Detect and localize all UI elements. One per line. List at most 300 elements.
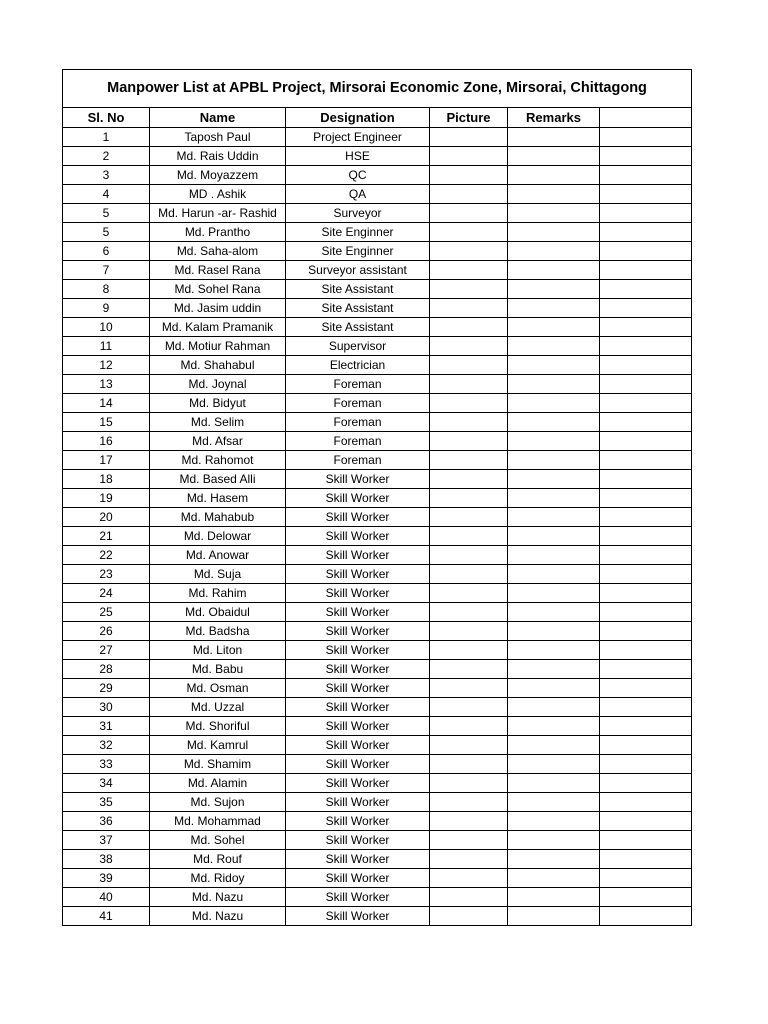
picture-cell [430, 166, 508, 185]
table-row [63, 679, 692, 698]
picture-cell [430, 888, 508, 907]
picture-cell [430, 869, 508, 888]
sl-cell: 9 [63, 299, 150, 318]
picture-cell [430, 717, 508, 736]
name-cell: Md. Suja [150, 565, 286, 584]
remarks-cell [508, 793, 600, 812]
designation-cell: Skill Worker [286, 679, 430, 698]
designation-cell: Skill Worker [286, 812, 430, 831]
column-header-remarks: Remarks [508, 108, 600, 128]
sl-cell: 27 [63, 641, 150, 660]
designation-cell: Skill Worker [286, 546, 430, 565]
picture-cell [430, 527, 508, 546]
designation-cell: Skill Worker [286, 527, 430, 546]
name-cell: Md. Mahabub [150, 508, 286, 527]
name-cell: Md. Jasim uddin [150, 299, 286, 318]
remarks-cell [508, 527, 600, 546]
name-cell: Md. Babu [150, 660, 286, 679]
name-cell: Md. Shamim [150, 755, 286, 774]
designation-cell: Skill Worker [286, 489, 430, 508]
manpower-table [62, 69, 692, 926]
picture-cell [430, 185, 508, 204]
sl-cell: 21 [63, 527, 150, 546]
picture-cell [430, 679, 508, 698]
table-row [63, 793, 692, 812]
table-row [63, 242, 692, 261]
table-row [63, 546, 692, 565]
picture-cell [430, 774, 508, 793]
picture-cell [430, 508, 508, 527]
table-row [63, 185, 692, 204]
sl-cell: 36 [63, 812, 150, 831]
picture-cell [430, 698, 508, 717]
table-row [63, 907, 692, 926]
picture-cell [430, 622, 508, 641]
extra-cell [600, 546, 692, 565]
remarks-cell [508, 356, 600, 375]
extra-cell [600, 888, 692, 907]
column-header-empty [600, 108, 692, 128]
name-cell: Md. Uzzal [150, 698, 286, 717]
table-row [63, 850, 692, 869]
name-cell: Md. Prantho [150, 223, 286, 242]
designation-cell: Skill Worker [286, 755, 430, 774]
remarks-cell [508, 698, 600, 717]
header-row [63, 108, 692, 128]
sl-cell: 24 [63, 584, 150, 603]
table-row [63, 717, 692, 736]
table-row [63, 223, 692, 242]
sl-cell: 14 [63, 394, 150, 413]
remarks-cell [508, 204, 600, 223]
extra-cell [600, 128, 692, 147]
sl-cell: 33 [63, 755, 150, 774]
designation-cell: Foreman [286, 451, 430, 470]
extra-cell [600, 489, 692, 508]
remarks-cell [508, 185, 600, 204]
designation-cell: Skill Worker [286, 603, 430, 622]
extra-cell [600, 774, 692, 793]
column-header-sl-no: Sl. No [63, 108, 150, 128]
name-cell: Md. Kalam Pramanik [150, 318, 286, 337]
sl-cell: 23 [63, 565, 150, 584]
picture-cell [430, 318, 508, 337]
extra-cell [600, 603, 692, 622]
designation-cell: Project Engineer [286, 128, 430, 147]
sl-cell: 40 [63, 888, 150, 907]
extra-cell [600, 755, 692, 774]
name-cell: Taposh Paul [150, 128, 286, 147]
picture-cell [430, 147, 508, 166]
designation-cell: Skill Worker [286, 508, 430, 527]
extra-cell [600, 907, 692, 926]
extra-cell [600, 451, 692, 470]
sl-cell: 34 [63, 774, 150, 793]
remarks-cell [508, 508, 600, 527]
sl-cell: 28 [63, 660, 150, 679]
name-cell: MD . Ashik [150, 185, 286, 204]
designation-cell: QA [286, 185, 430, 204]
sl-cell: 20 [63, 508, 150, 527]
extra-cell [600, 736, 692, 755]
designation-cell: Foreman [286, 394, 430, 413]
remarks-cell [508, 280, 600, 299]
name-cell: Md. Alamin [150, 774, 286, 793]
sl-cell: 5 [63, 223, 150, 242]
table-row [63, 641, 692, 660]
remarks-cell [508, 774, 600, 793]
extra-cell [600, 299, 692, 318]
name-cell: Md. Based Alli [150, 470, 286, 489]
remarks-cell [508, 432, 600, 451]
table-row [63, 166, 692, 185]
extra-cell [600, 147, 692, 166]
picture-cell [430, 394, 508, 413]
table-row [63, 356, 692, 375]
picture-cell [430, 432, 508, 451]
extra-cell [600, 831, 692, 850]
table-row [63, 660, 692, 679]
remarks-cell [508, 622, 600, 641]
designation-cell: Site Assistant [286, 280, 430, 299]
remarks-cell [508, 166, 600, 185]
name-cell: Md. Anowar [150, 546, 286, 565]
extra-cell [600, 679, 692, 698]
picture-cell [430, 641, 508, 660]
designation-cell: Site Assistant [286, 318, 430, 337]
table-row [63, 470, 692, 489]
designation-cell: Skill Worker [286, 907, 430, 926]
extra-cell [600, 698, 692, 717]
table-row [63, 204, 692, 223]
remarks-cell [508, 660, 600, 679]
sl-cell: 16 [63, 432, 150, 451]
table-row [63, 508, 692, 527]
remarks-cell [508, 470, 600, 489]
picture-cell [430, 223, 508, 242]
picture-cell [430, 603, 508, 622]
table-row [63, 147, 692, 166]
remarks-cell [508, 413, 600, 432]
remarks-cell [508, 888, 600, 907]
remarks-cell [508, 147, 600, 166]
name-cell: Md. Rouf [150, 850, 286, 869]
sl-cell: 41 [63, 907, 150, 926]
sl-cell: 15 [63, 413, 150, 432]
picture-cell [430, 831, 508, 850]
extra-cell [600, 432, 692, 451]
table-row [63, 755, 692, 774]
table-row [63, 774, 692, 793]
extra-cell [600, 375, 692, 394]
name-cell: Md. Moyazzem [150, 166, 286, 185]
picture-cell [430, 546, 508, 565]
extra-cell [600, 527, 692, 546]
table-row [63, 698, 692, 717]
sl-cell: 39 [63, 869, 150, 888]
sl-cell: 38 [63, 850, 150, 869]
remarks-cell [508, 299, 600, 318]
designation-cell: Foreman [286, 375, 430, 394]
table-row [63, 869, 692, 888]
extra-cell [600, 261, 692, 280]
name-cell: Md. Obaidul [150, 603, 286, 622]
extra-cell [600, 223, 692, 242]
table-row [63, 831, 692, 850]
remarks-cell [508, 565, 600, 584]
name-cell: Md. Badsha [150, 622, 286, 641]
picture-cell [430, 261, 508, 280]
sl-cell: 11 [63, 337, 150, 356]
remarks-cell [508, 318, 600, 337]
designation-cell: Site Enginner [286, 223, 430, 242]
remarks-cell [508, 128, 600, 147]
extra-cell [600, 166, 692, 185]
name-cell: Md. Sohel [150, 831, 286, 850]
table-row [63, 337, 692, 356]
document-title: Manpower List at APBL Project, Mirsorai Economic Zone, Mirsorai, Chittagong [63, 70, 692, 108]
table-row [63, 375, 692, 394]
sl-cell: 4 [63, 185, 150, 204]
remarks-cell [508, 717, 600, 736]
remarks-cell [508, 242, 600, 261]
sl-cell: 18 [63, 470, 150, 489]
designation-cell: Supervisor [286, 337, 430, 356]
remarks-cell [508, 907, 600, 926]
table-row [63, 413, 692, 432]
designation-cell: Foreman [286, 413, 430, 432]
sl-cell: 31 [63, 717, 150, 736]
table-row [63, 584, 692, 603]
column-header-name: Name [150, 108, 286, 128]
designation-cell: Skill Worker [286, 660, 430, 679]
picture-cell [430, 375, 508, 394]
picture-cell [430, 413, 508, 432]
designation-cell: Skill Worker [286, 869, 430, 888]
extra-cell [600, 394, 692, 413]
name-cell: Md. Afsar [150, 432, 286, 451]
picture-cell [430, 204, 508, 223]
table-row [63, 261, 692, 280]
name-cell: Md. Saha-alom [150, 242, 286, 261]
picture-cell [430, 584, 508, 603]
extra-cell [600, 204, 692, 223]
remarks-cell [508, 489, 600, 508]
extra-cell [600, 185, 692, 204]
table-row [63, 888, 692, 907]
table-row [63, 318, 692, 337]
column-header-designation: Designation [286, 108, 430, 128]
designation-cell: Surveyor assistant [286, 261, 430, 280]
sl-cell: 6 [63, 242, 150, 261]
picture-cell [430, 299, 508, 318]
picture-cell [430, 793, 508, 812]
designation-cell: HSE [286, 147, 430, 166]
table-row [63, 812, 692, 831]
name-cell: Md. Delowar [150, 527, 286, 546]
name-cell: Md. Shahabul [150, 356, 286, 375]
remarks-cell [508, 755, 600, 774]
sl-cell: 10 [63, 318, 150, 337]
name-cell: Md. Bidyut [150, 394, 286, 413]
picture-cell [430, 907, 508, 926]
extra-cell [600, 318, 692, 337]
table-row [63, 394, 692, 413]
extra-cell [600, 413, 692, 432]
name-cell: Md. Mohammad [150, 812, 286, 831]
sl-cell: 7 [63, 261, 150, 280]
designation-cell: Site Assistant [286, 299, 430, 318]
picture-cell [430, 451, 508, 470]
name-cell: Md. Liton [150, 641, 286, 660]
designation-cell: Skill Worker [286, 831, 430, 850]
designation-cell: Skill Worker [286, 622, 430, 641]
designation-cell: Skill Worker [286, 698, 430, 717]
designation-cell: Skill Worker [286, 850, 430, 869]
sl-cell: 25 [63, 603, 150, 622]
extra-cell [600, 356, 692, 375]
extra-cell [600, 622, 692, 641]
remarks-cell [508, 831, 600, 850]
column-header-picture: Picture [430, 108, 508, 128]
designation-cell: Skill Worker [286, 584, 430, 603]
table-row [63, 128, 692, 147]
extra-cell [600, 850, 692, 869]
table-row [63, 280, 692, 299]
name-cell: Md. Rahomot [150, 451, 286, 470]
remarks-cell [508, 223, 600, 242]
picture-cell [430, 128, 508, 147]
designation-cell: Foreman [286, 432, 430, 451]
extra-cell [600, 793, 692, 812]
name-cell: Md. Osman [150, 679, 286, 698]
sl-cell: 29 [63, 679, 150, 698]
extra-cell [600, 717, 692, 736]
sl-cell: 26 [63, 622, 150, 641]
designation-cell: Skill Worker [286, 470, 430, 489]
designation-cell: Skill Worker [286, 565, 430, 584]
table-row [63, 489, 692, 508]
designation-cell: Skill Worker [286, 888, 430, 907]
name-cell: Md. Joynal [150, 375, 286, 394]
picture-cell [430, 755, 508, 774]
picture-cell [430, 280, 508, 299]
remarks-cell [508, 603, 600, 622]
sl-cell: 2 [63, 147, 150, 166]
picture-cell [430, 337, 508, 356]
designation-cell: Skill Worker [286, 736, 430, 755]
remarks-cell [508, 736, 600, 755]
remarks-cell [508, 337, 600, 356]
sl-cell: 22 [63, 546, 150, 565]
name-cell: Md. Sujon [150, 793, 286, 812]
sl-cell: 19 [63, 489, 150, 508]
designation-cell: QC [286, 166, 430, 185]
remarks-cell [508, 679, 600, 698]
remarks-cell [508, 641, 600, 660]
extra-cell [600, 641, 692, 660]
designation-cell: Skill Worker [286, 717, 430, 736]
remarks-cell [508, 261, 600, 280]
table-row [63, 299, 692, 318]
designation-cell: Surveyor [286, 204, 430, 223]
designation-cell: Site Enginner [286, 242, 430, 261]
table-row [63, 565, 692, 584]
name-cell: Md. Motiur Rahman [150, 337, 286, 356]
sl-cell: 17 [63, 451, 150, 470]
name-cell: Md. Kamrul [150, 736, 286, 755]
remarks-cell [508, 850, 600, 869]
remarks-cell [508, 812, 600, 831]
name-cell: Md. Sohel Rana [150, 280, 286, 299]
sl-cell: 32 [63, 736, 150, 755]
sl-cell: 12 [63, 356, 150, 375]
designation-cell: Electrician [286, 356, 430, 375]
remarks-cell [508, 451, 600, 470]
remarks-cell [508, 546, 600, 565]
remarks-cell [508, 869, 600, 888]
table-row [63, 736, 692, 755]
name-cell: Md. Hasem [150, 489, 286, 508]
sl-cell: 5 [63, 204, 150, 223]
table-body [63, 128, 692, 926]
extra-cell [600, 565, 692, 584]
name-cell: Md. Shoriful [150, 717, 286, 736]
name-cell: Md. Ridoy [150, 869, 286, 888]
picture-cell [430, 565, 508, 584]
picture-cell [430, 850, 508, 869]
extra-cell [600, 508, 692, 527]
name-cell: Md. Harun -ar- Rashid [150, 204, 286, 223]
name-cell: Md. Rais Uddin [150, 147, 286, 166]
extra-cell [600, 660, 692, 679]
picture-cell [430, 736, 508, 755]
table-row [63, 527, 692, 546]
name-cell: Md. Rasel Rana [150, 261, 286, 280]
sl-cell: 1 [63, 128, 150, 147]
picture-cell [430, 489, 508, 508]
sl-cell: 8 [63, 280, 150, 299]
picture-cell [430, 242, 508, 261]
sl-cell: 35 [63, 793, 150, 812]
name-cell: Md. Nazu [150, 907, 286, 926]
remarks-cell [508, 394, 600, 413]
extra-cell [600, 242, 692, 261]
table-row [63, 622, 692, 641]
extra-cell [600, 470, 692, 489]
sl-cell: 37 [63, 831, 150, 850]
extra-cell [600, 869, 692, 888]
table-row [63, 432, 692, 451]
extra-cell [600, 280, 692, 299]
picture-cell [430, 812, 508, 831]
extra-cell [600, 584, 692, 603]
name-cell: Md. Rahim [150, 584, 286, 603]
sl-cell: 30 [63, 698, 150, 717]
picture-cell [430, 470, 508, 489]
remarks-cell [508, 584, 600, 603]
extra-cell [600, 812, 692, 831]
picture-cell [430, 660, 508, 679]
sl-cell: 13 [63, 375, 150, 394]
sl-cell: 3 [63, 166, 150, 185]
table-row [63, 603, 692, 622]
designation-cell: Skill Worker [286, 793, 430, 812]
designation-cell: Skill Worker [286, 774, 430, 793]
extra-cell [600, 337, 692, 356]
designation-cell: Skill Worker [286, 641, 430, 660]
name-cell: Md. Nazu [150, 888, 286, 907]
